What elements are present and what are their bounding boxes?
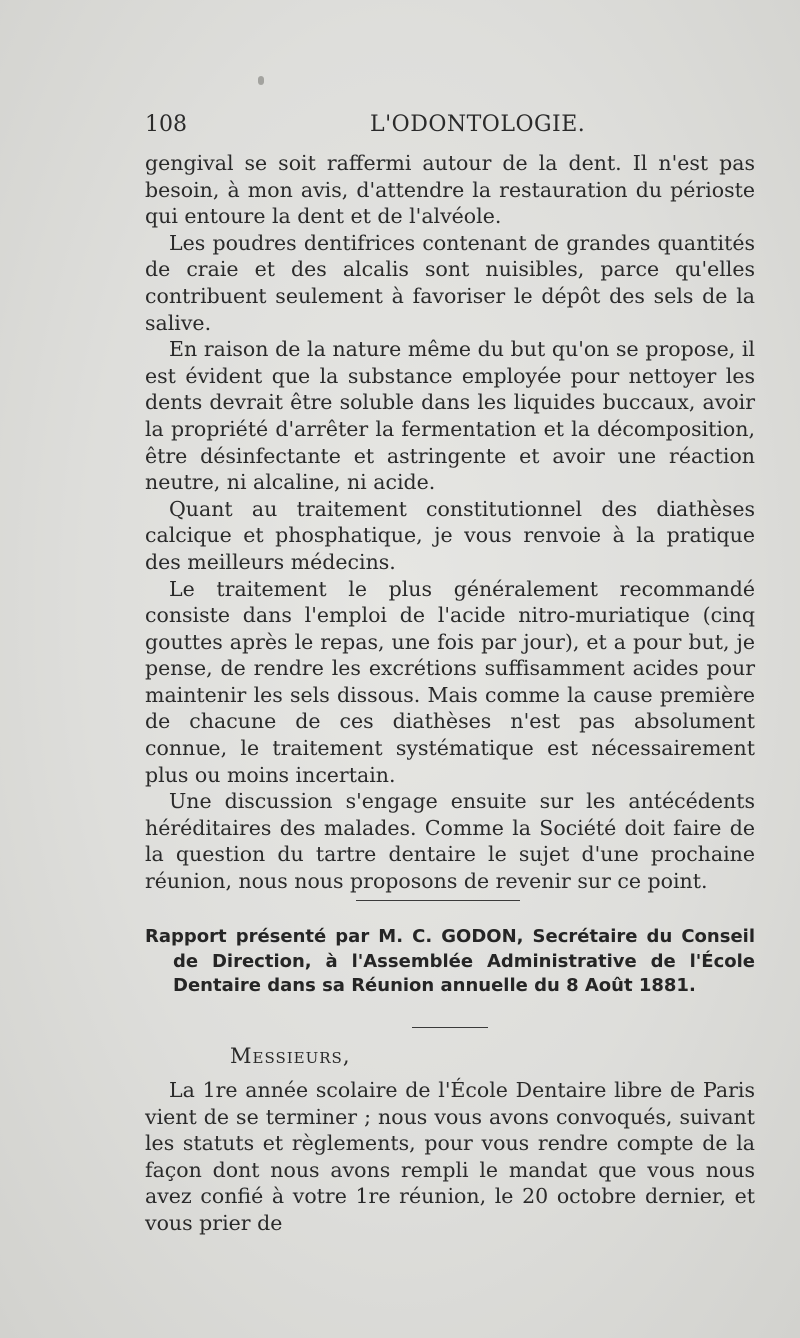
section-divider xyxy=(356,900,520,901)
report-heading: Rapport présenté par M. C. GODON, Secrétaire du Conseil de Direction, à l'Assemblée Administrative de l'École Dentaire dans sa Réunion annuelle du 8 Août 1881. xyxy=(145,926,755,996)
ink-speck xyxy=(258,76,264,85)
paragraph: Les poudres dentifrices contenant de grandes quantités de craie et des alcalis sont nuisibles, parce qu'elles contribuent seulement à favoriser le dépôt des sels de la salive. xyxy=(145,230,755,335)
page-number: 108 xyxy=(145,112,187,137)
heading-divider xyxy=(412,1027,488,1028)
salutation: Messieurs, xyxy=(230,1044,351,1068)
page-header xyxy=(145,112,755,142)
paragraph: Une discussion s'engage ensuite sur les antécédents héréditaires des malades. Comme la Société doit faire de la question du tartre dentaire le sujet d'une prochaine réunion, nous nous proposons de revenir sur ce point. xyxy=(145,789,755,894)
paragraph: Le traitement le plus généralement recommandé consiste dans l'emploi de l'acide nitro-muriatique (cinq gouttes après le repas, une fois par jour), et a pour but, je pense, de rendre les excrétions suffisamment acides pour maintenir les sels dissous. Mais comme la cause première de chacune de ces diathèses n'est pas absolument connue, le traitement systématique est nécessairement plus ou moins incertain. xyxy=(145,576,755,787)
letter-text xyxy=(145,1077,755,1237)
running-title: L'ODONTOLOGIE. xyxy=(370,112,586,137)
paragraph: gengival se soit raffermi autour de la dent. Il n'est pas besoin, à mon avis, d'attendre la restauration du périoste qui entoure la dent et de l'alvéole. xyxy=(145,151,755,229)
paragraph: Quant au traitement constitutionnel des diathèses calcique et phosphatique, je vous renvoie à la pratique des meilleurs médecins. xyxy=(145,496,755,574)
letter-paragraph: La 1re année scolaire de l'École Dentaire libre de Paris vient de se terminer ; nous vous avons convoqués, suivant les statuts et règlements, pour vous rendre compte de la façon dont nous avons rempli le mandat que vous nous avez confié à votre 1re réunion, le 20 octobre dernier, et vous prier de xyxy=(145,1078,755,1235)
body-text xyxy=(145,150,755,895)
paragraph: En raison de la nature même du but qu'on se propose, il est évident que la substance employée pour nettoyer les dents devrait être soluble dans les liquides buccaux, avoir la propriété d'arrêter la fermentation et la décomposition, être désinfectante et astringente et avoir une réaction neutre, ni alcaline, ni acide. xyxy=(145,337,755,495)
